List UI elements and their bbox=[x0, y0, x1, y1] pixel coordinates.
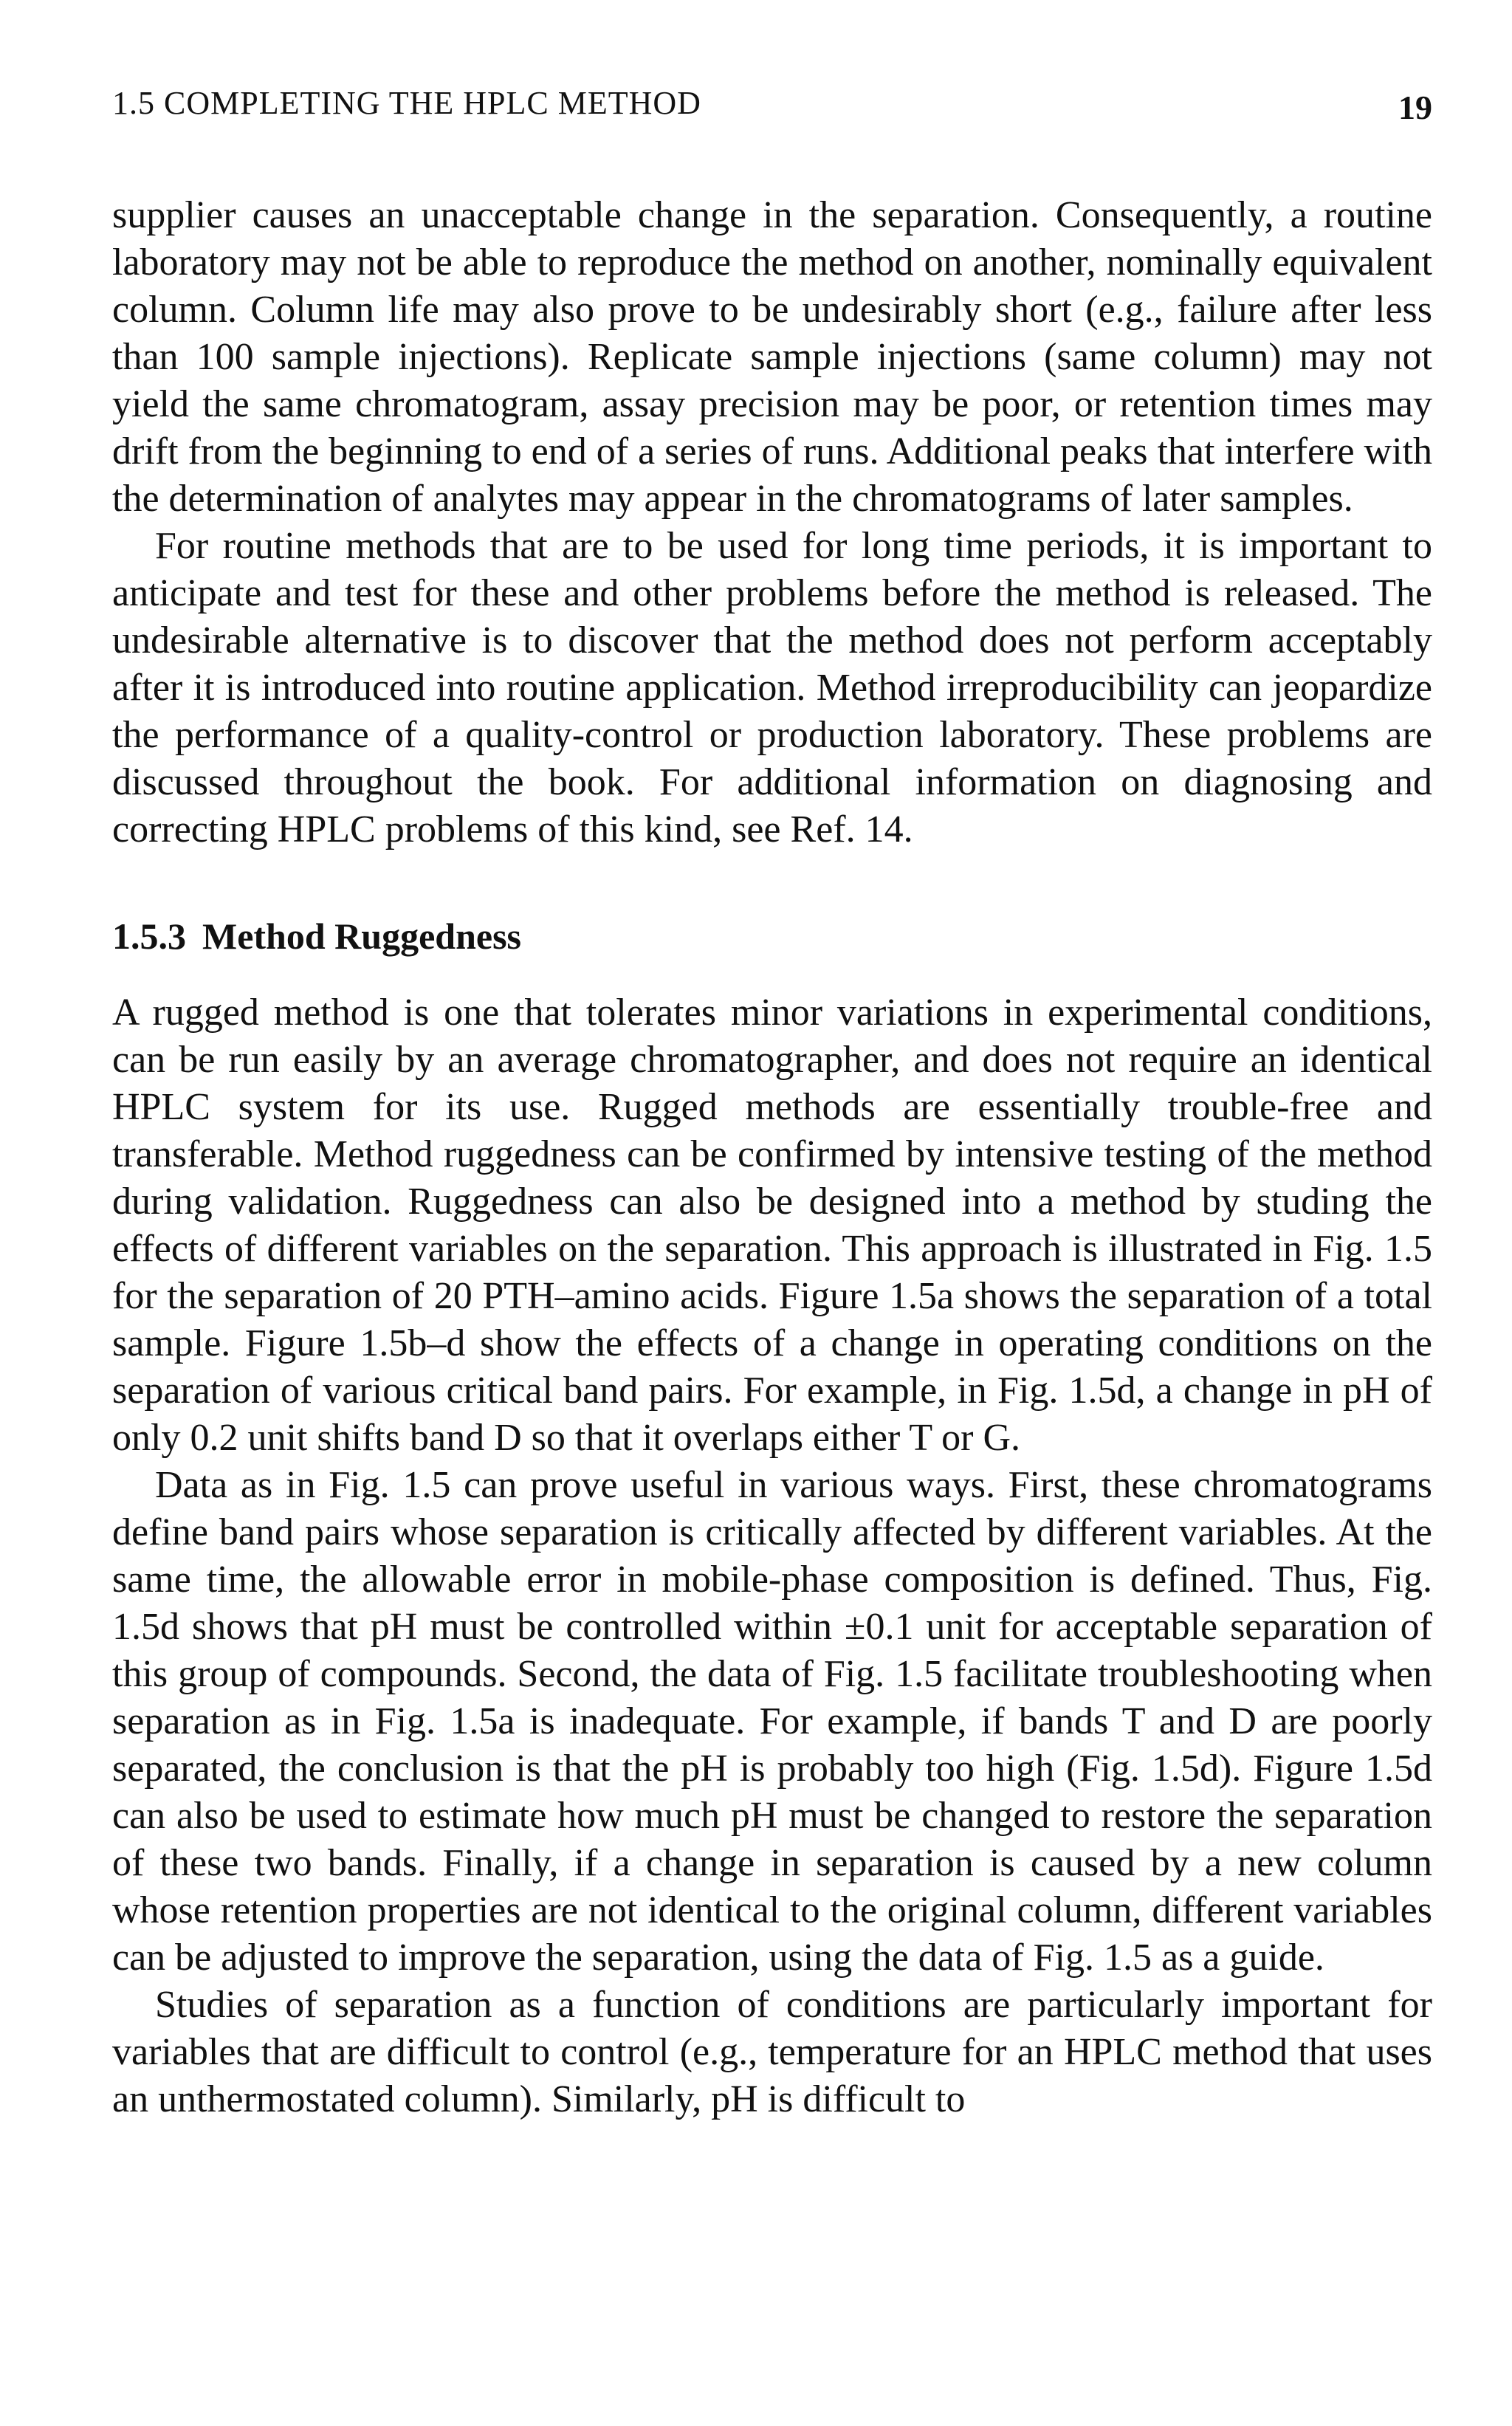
paragraph: For routine methods that are to be used for long time periods, it is important to anticipate and test for these and other problems before the method is released. The undesirable alternative is to discover that the method does not perform acceptably after it is introduced into routine application. Method irreproducibility can jeopardize the performance of a quality-control or production laboratory. These problems are discussed throughout the book. For additional information on diagnosing and correcting HPLC problems of this kind, see Ref. 14. bbox=[112, 525, 1432, 851]
body-text bbox=[112, 192, 1432, 2123]
book-page bbox=[112, 74, 1432, 2123]
running-head bbox=[112, 74, 1432, 133]
running-head-title: 1.5 COMPLETING THE HPLC METHOD bbox=[112, 85, 701, 121]
paragraph: Data as in Fig. 1.5 can prove useful in various ways. First, these chromatograms define band pairs whose separation is critically affected by different variables. At the same time, the allowable error in mobile-phase composition is defined. Thus, Fig. 1.5d shows that pH must be controlled within ±0.1 unit for acceptable separation of this group of compounds. Second, the data of Fig. 1.5 facilitate troubleshooting when separation as in Fig. 1.5a is inadequate. For example, if bands T and D are poorly separated, the conclusion is that the pH is probably too high (Fig. 1.5d). Figure 1.5d can also be used to estimate how much pH must be changed to restore the separation of these two bands. Finally, if a change in separation is caused by a new column whose retention properties are not identical to the original column, different variables can be adjusted to improve the separation, using the data of Fig. 1.5 as a guide. bbox=[112, 1464, 1432, 1979]
section-number: 1.5.3 bbox=[112, 915, 186, 957]
section-title: Method Ruggedness bbox=[202, 915, 521, 957]
paragraph: A rugged method is one that tolerates minor variations in experimental conditions, can be run easily by an average chromatographer, and does not require an identical HPLC system for its use. Rugged methods are essentially trouble-free and transferable. Method ruggedness can be confirmed by intensive testing of the method during validation. Ruggedness can also be designed into a method by studing the effects of different variables on the separation. This approach is illustrated in Fig. 1.5 for the separation of 20 PTH–amino acids. Figure 1.5a shows the separation of a total sample. Figure 1.5b–d show the effects of a change in operating conditions on the separation of various critical band pairs. For example, in Fig. 1.5d, a change in pH of only 0.2 unit shifts band D so that it overlaps either T or G. bbox=[112, 992, 1432, 1459]
paragraph: Studies of separation as a function of conditions are particularly important for variables that are difficult to control (e.g., temperature for an HPLC method that uses an unthermostated column). Similarly, pH is difficult to bbox=[112, 1984, 1432, 2120]
page-number: 19 bbox=[1398, 89, 1432, 126]
paragraph-continued: supplier causes an unacceptable change in the separation. Consequently, a routine laboratory may not be able to reproduce the method on another, nominally equivalent column. Column life may also prove to be undesirably short (e.g., failure after less than 100 sample injections). Replicate sample injections (same column) may not yield the same chromatogram, assay precision may be poor, or retention times may drift from the beginning to end of a series of runs. Additional peaks that interfere with the determination of analytes may appear in the chromatograms of later samples. bbox=[112, 194, 1432, 520]
section-heading bbox=[112, 913, 1432, 960]
